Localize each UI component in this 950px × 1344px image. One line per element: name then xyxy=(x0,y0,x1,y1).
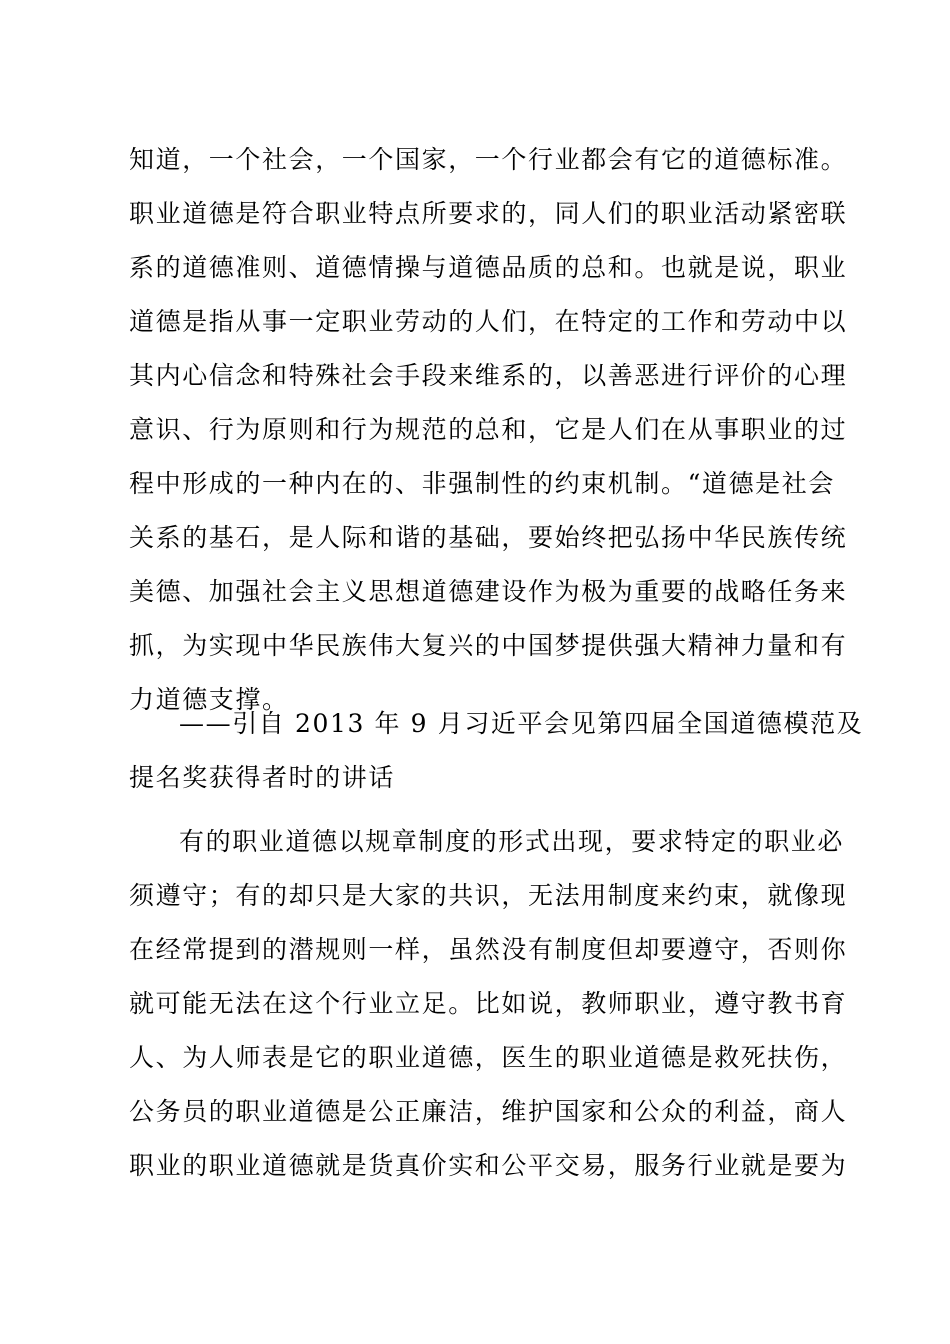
text-line: 关系的基石，是人际和谐的基础，要始终把弘扬中华民族传统 xyxy=(129,523,848,552)
text-line: 知道，一个社会，一个国家，一个行业都会有它的道德标准。 xyxy=(129,145,848,174)
text-line: 职业道德是符合职业特点所要求的，同人们的职业活动紧密联 xyxy=(129,199,848,228)
text-line: 道德是指从事一定职业劳动的人们，在特定的工作和劳动中以 xyxy=(129,307,848,336)
text-line: 美德、加强社会主义思想道德建设作为极为重要的战略任务来 xyxy=(129,577,848,606)
paragraph-professional-ethics-definition xyxy=(129,133,848,727)
text-line: 系的道德准则、道德情操与道德品质的总和。也就是说，职业 xyxy=(129,253,848,282)
text-line: 程中形成的一种内在的、非强制性的约束机制。“道德是社会 xyxy=(129,469,835,498)
text-line: 力道德支撑。 xyxy=(129,685,289,714)
text-line: 人、为人师表是它的职业道德，医生的职业道德是救死扶伤， xyxy=(129,1043,848,1072)
text-line: 抓，为实现中华民族伟大复兴的中国梦提供强大精神力量和有 xyxy=(129,631,848,660)
text-line: 须遵守；有的却只是大家的共识，无法用制度来约束，就像现 xyxy=(129,881,848,910)
text-line: 公务员的职业道德是公正廉洁，维护国家和公众的利益，商人 xyxy=(129,1097,848,1126)
text-line: 在经常提到的潜规则一样，虽然没有制度但却要遵守，否则你 xyxy=(129,935,848,964)
text-line: 就可能无法在这个行业立足。比如说，教师职业，遵守教书育 xyxy=(129,989,848,1018)
citation-line: 提名奖获得者时的讲话 xyxy=(129,763,396,792)
citation xyxy=(129,697,864,805)
text-line: 有的职业道德以规章制度的形式出现，要求特定的职业必 xyxy=(179,827,845,856)
citation-line: ——引自 2013 年 9 月习近平会见第四届全国道德模范及 xyxy=(179,709,864,738)
text-line: 意识、行为原则和行为规范的总和，它是人们在从事职业的过 xyxy=(129,415,848,444)
text-line: 职业的职业道德就是货真价实和公平交易，服务行业就是要为 xyxy=(129,1151,848,1180)
text-line: 其内心信念和特殊社会手段来维系的，以善恶进行评价的心理 xyxy=(129,361,848,390)
paragraph-professional-ethics-examples xyxy=(129,815,848,1193)
